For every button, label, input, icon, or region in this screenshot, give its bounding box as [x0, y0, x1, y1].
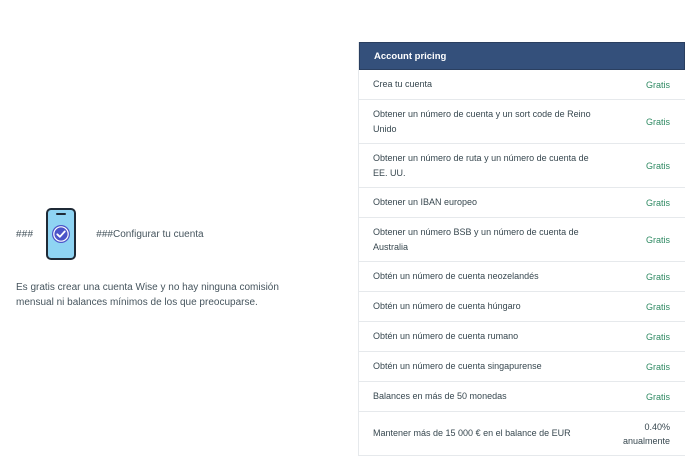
pricing-row-price: 0.40% anualmente	[622, 421, 670, 446]
pricing-row	[359, 262, 685, 292]
pricing-row-price: Gratis	[645, 197, 670, 208]
pricing-row	[359, 292, 685, 322]
phone-notch	[56, 213, 66, 215]
pricing-row-label: Obtener un número de ruta y un número de cuenta de EE. UU.	[373, 152, 589, 178]
section-title: ###Configurar tu cuenta	[96, 228, 204, 240]
check-badge-icon	[51, 224, 71, 244]
pricing-row-label: Obtener un número de cuenta y un sort code de Reino Unido	[373, 108, 591, 134]
pricing-row-price: Gratis	[645, 234, 670, 245]
pricing-row-label: Obtener un número BSB y un número de cuenta de Australia	[373, 226, 579, 252]
section-description: Es gratis crear una cuenta Wise y no hay ninguna comisión mensual ni balances mínimos de los que preocuparse.	[16, 282, 279, 308]
pricing-row	[359, 322, 685, 352]
phone-check-icon	[46, 208, 76, 260]
heading-hash-prefix: ###	[16, 228, 34, 240]
pricing-row-price: Gratis	[645, 391, 670, 402]
pricing-row-price: Gratis	[645, 271, 670, 282]
pricing-row-price: Gratis	[645, 361, 670, 372]
section-heading	[16, 206, 346, 262]
pricing-row-label: Crea tu cuenta	[373, 79, 433, 89]
pricing-row-price: Gratis	[645, 79, 670, 90]
pricing-row-label: Obtener un IBAN europeo	[373, 197, 478, 207]
pricing-row-label: Balances en más de 50 monedas	[373, 391, 507, 401]
pricing-row	[359, 188, 685, 218]
pricing-row	[359, 100, 685, 144]
table-header-title: Account pricing	[374, 50, 447, 62]
pricing-row	[359, 352, 685, 382]
account-pricing-table	[358, 42, 685, 456]
pricing-row-label: Obtén un número de cuenta neozelandés	[373, 271, 539, 281]
pricing-row-label: Obtén un número de cuenta rumano	[373, 331, 519, 341]
pricing-row-label: Obtén un número de cuenta singapurense	[373, 361, 542, 371]
pricing-row	[359, 412, 685, 456]
pricing-row	[359, 218, 685, 262]
pricing-row	[359, 144, 685, 188]
pricing-row	[359, 382, 685, 412]
pricing-row-price: Gratis	[645, 331, 670, 342]
pricing-rows	[359, 70, 685, 456]
pricing-row-label: Obtén un número de cuenta húngaro	[373, 301, 521, 311]
account-setup-section	[16, 206, 346, 310]
pricing-row-label: Mantener más de 15 000 € en el balance de EUR	[373, 428, 571, 438]
phone-screen	[48, 210, 74, 258]
table-header	[359, 42, 685, 70]
pricing-row-price: Gratis	[645, 116, 670, 127]
pricing-row-price: Gratis	[645, 160, 670, 171]
pricing-row	[359, 70, 685, 100]
pricing-row-price: Gratis	[645, 301, 670, 312]
